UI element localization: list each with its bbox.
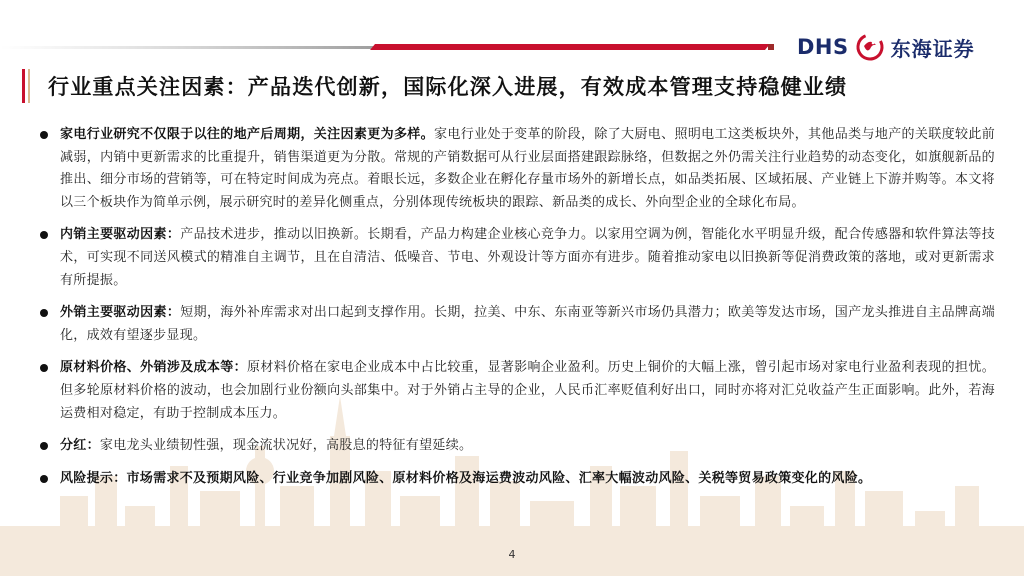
bullet-body: 短期，海外补库需求对出口起到支撑作用。长期，拉美、中东、东南亚等新兴市场仍具潜力；欧美等发达市场，国产龙头推进自主品牌高端化，成效有望逐步显现。 — [60, 305, 995, 343]
bullet-list — [40, 124, 995, 500]
bullet-dot-icon — [40, 309, 48, 317]
bullet-dot-icon — [40, 231, 48, 239]
bullet-lead: 家电行业研究不仅限于以往的地产后周期，关注因素更为多样。 — [60, 127, 435, 142]
bullet-dot-icon — [40, 475, 48, 483]
bullet-dot-icon — [40, 131, 48, 139]
page-title: 行业重点关注因素：产品迭代创新，国际化深入进展，有效成本管理支持稳健业绩 — [48, 74, 848, 99]
bullet-lead: 外销主要驱动因素： — [60, 305, 181, 321]
dragon-mark-icon — [855, 32, 885, 62]
page-number: 4 — [508, 548, 516, 561]
bullet-body: 家电行业处于变革的阶段，除了大厨电、照明电工这类板块外，其他品类与地产的关联度较此前减弱，内销中更新需求的比重提升，销售渠道更为分散。常规的产销数据可从行业层面搭建跟踪脉络，但数据之外仍需关注行业趋势的动态变化，如旗舰新品的推出、细分市场的营销等，可在特定时间成为亮点。着眼长远，多数企业在孵化存量市场外的新增长点，如品类拓展、区域拓展、产业链上下游并购等。本文将以三个板块作为简单示例，展示研究时的差异化侧重点，分别体现传统板块的跟踪、新品类的成长、外向型企业的全球化布局。 — [60, 127, 995, 210]
bullet-dividends — [40, 435, 995, 458]
logo-chinese: 东海证券 — [890, 36, 975, 61]
bullet-dot-icon — [40, 364, 48, 372]
title-accent-red — [22, 69, 25, 103]
bullet-lead: 分红： — [60, 438, 100, 454]
bullet-risk-warning — [40, 468, 995, 491]
bullet-lead: 内销主要驱动因素： — [60, 227, 181, 243]
bullet-domestic-drivers — [40, 224, 995, 292]
bullet-lead: 原材料价格、外销涉及成本等： — [60, 360, 248, 376]
bullet-dot-icon — [40, 442, 48, 450]
logo-latin: DHS — [797, 35, 849, 59]
bullet-body: 产品技术进步，推动以旧换新。长期看，产品力构建企业核心竞争力。以家用空调为例，智能化水平明显升级，配合传感器和软件算法等技术，可实现不同送风模式的精准自主调节，且在自清洁、低噪音、节电、外观设计等方面亦有进步。随着推动家电以旧换新等促消费政策的落地，或对更新需求有所提振。 — [60, 227, 995, 288]
bullet-body: 家电龙头业绩韧性强，现金流状况好，高股息的特征有望延续。 — [99, 438, 473, 454]
title-accent-gold — [28, 69, 30, 103]
bullet-raw-material-costs — [40, 357, 995, 425]
bullet-lead: 风险提示：市场需求不及预期风险、行业竞争加剧风险、原材料价格及海运费波动风险、汇率大幅波动风险、关税等贸易政策变化的风险。 — [60, 470, 872, 486]
bullet-export-drivers — [40, 302, 995, 347]
bullet-body: 原材料价格在家电企业成本中占比较重，显著影响企业盈利。历史上铜价的大幅上涨，曾引起市场对家电行业盈利表现的担忧。但多轮原材料价格的波动，也会加剧行业份额向头部集中。对于外销占主导的企业，人民币汇率贬值利好出口，同时亦将对汇兑收益产生正面影响。此外，若海运费相对稳定，有助于控制成本压力。 — [60, 360, 995, 421]
company-logo — [797, 30, 975, 64]
bullet-industry-research — [40, 124, 995, 214]
